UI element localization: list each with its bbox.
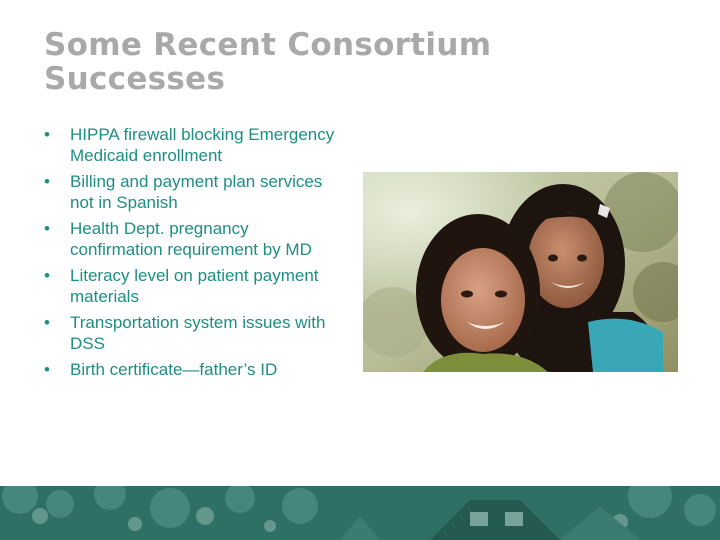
bullet-marker: •	[44, 125, 50, 144]
bullet-item	[44, 171, 344, 213]
bullet-item	[44, 312, 344, 354]
bullet-text: Literacy level on patient payment materials	[70, 266, 319, 306]
bullet-marker: •	[44, 313, 50, 332]
bullet-text: HIPPA firewall blocking Emergency Medicaid enrollment	[70, 125, 335, 165]
bullet-marker: •	[44, 360, 50, 379]
bullet-marker: •	[44, 172, 50, 191]
bullet-item	[44, 218, 344, 260]
bullet-item	[44, 359, 344, 380]
bullet-item	[44, 124, 344, 166]
bullet-marker: •	[44, 219, 50, 238]
bullet-item	[44, 265, 344, 307]
bullet-marker: •	[44, 266, 50, 285]
footer-band	[0, 486, 720, 540]
bullet-text: Birth certificate—father’s ID	[70, 360, 278, 379]
bullet-text: Billing and payment plan services not in Spanish	[70, 172, 323, 212]
bullet-text: Health Dept. pregnancy confirmation requirement by MD	[70, 219, 312, 259]
mother-daughter-photo	[363, 172, 678, 372]
slide-title: Some Recent Consortium Successes	[44, 27, 492, 97]
bullet-text: Transportation system issues with DSS	[70, 313, 326, 353]
bullet-list	[44, 124, 344, 385]
